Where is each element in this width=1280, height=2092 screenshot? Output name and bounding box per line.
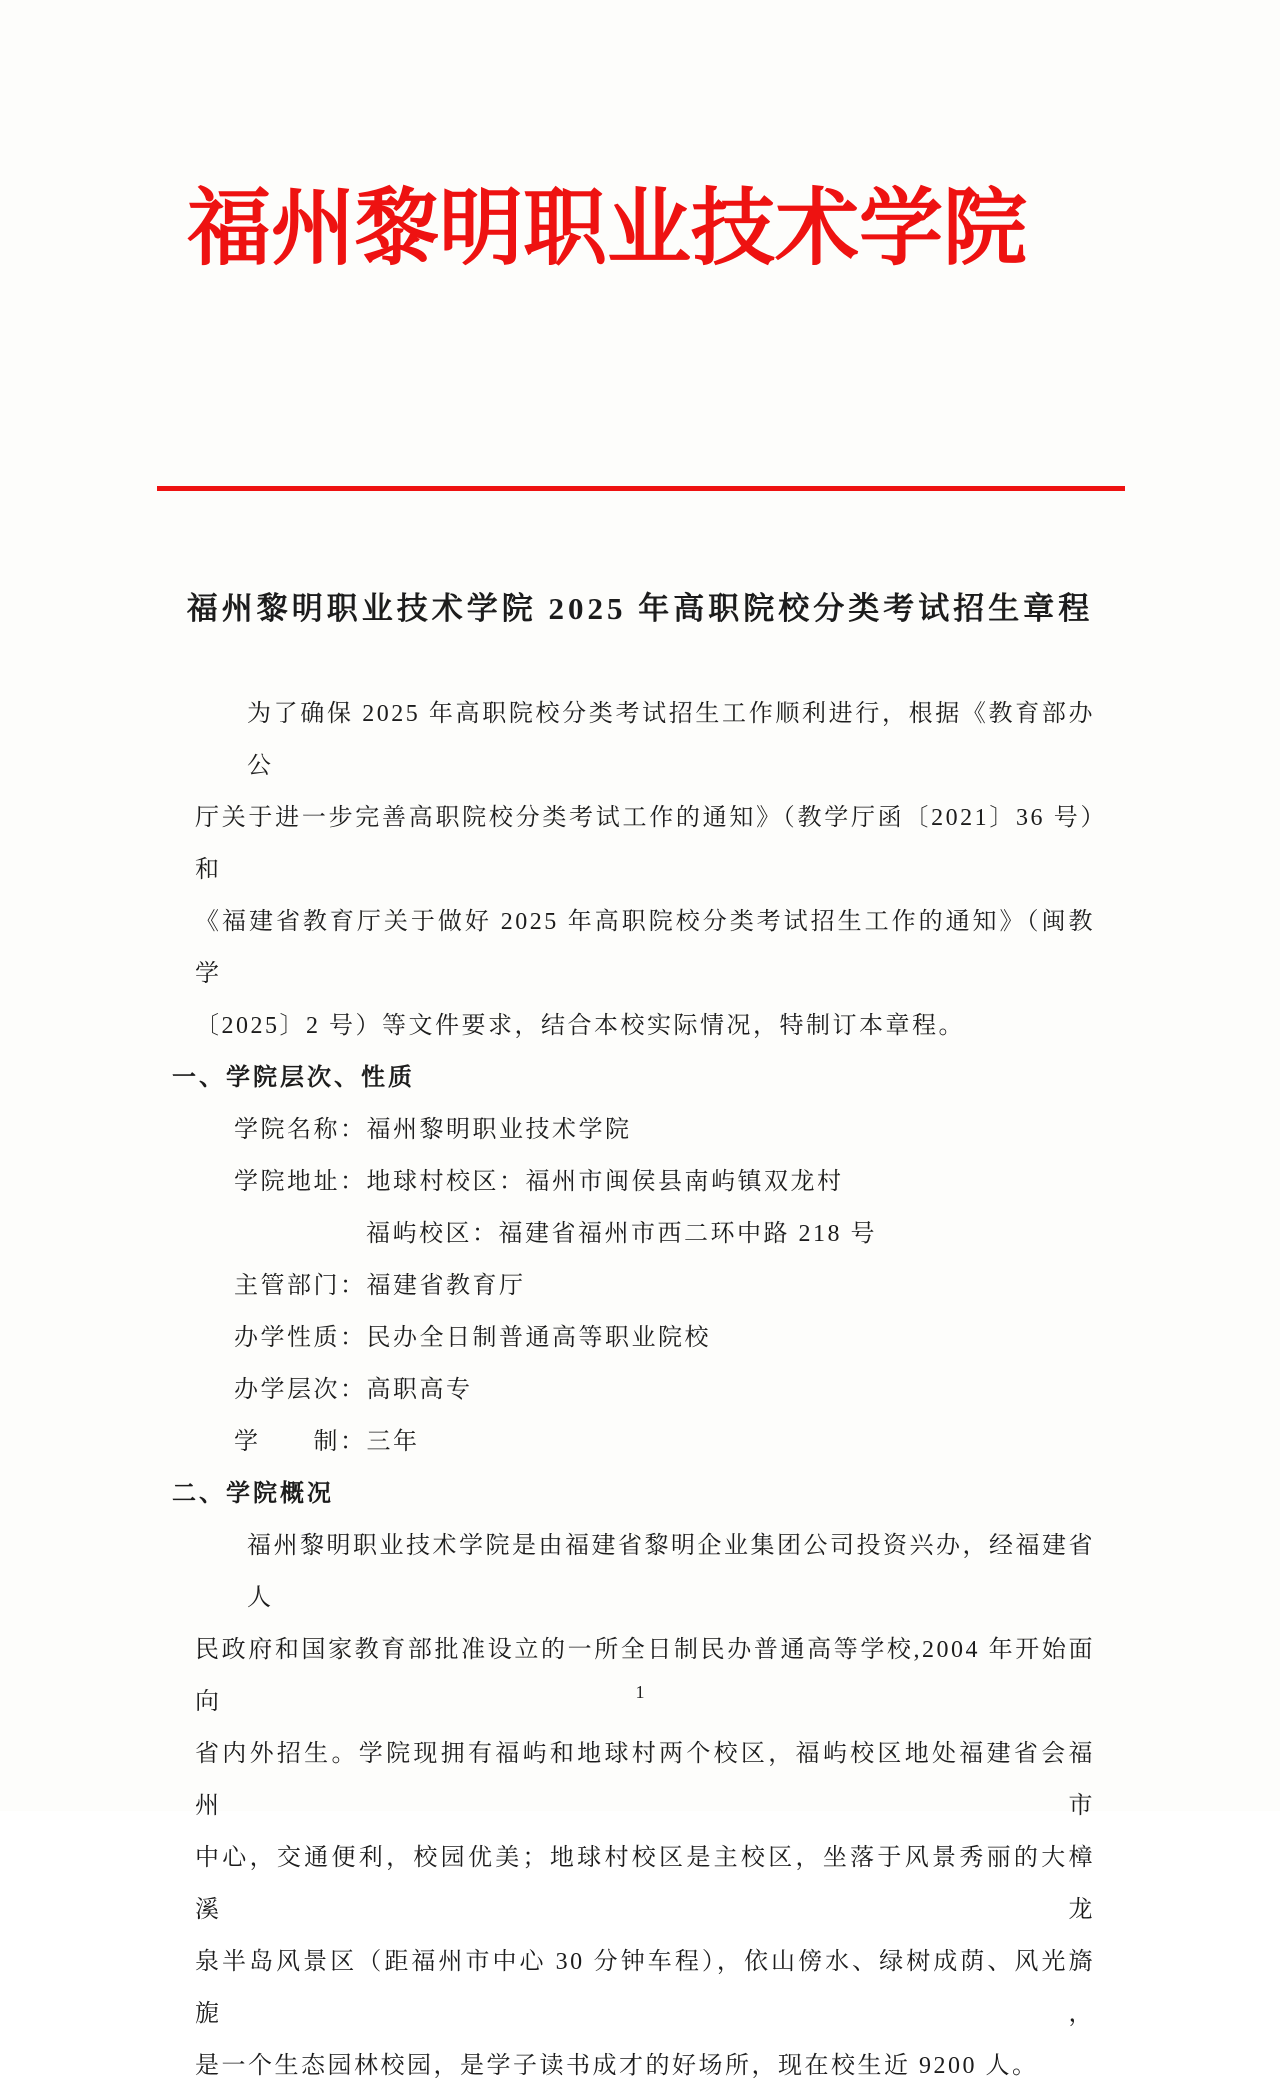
list-item-campus-address: 福屿校区：福建省福州市西二环中路 218 号 <box>366 1221 877 1247</box>
intro-paragraph-line: 厅关于进一步完善高职院校分类考试工作的通知》（教学厅函〔2021〕36 号）和 <box>195 805 1095 883</box>
list-item-college-address: 学院地址：地球村校区：福州市闽侯县南屿镇双龙村 <box>234 1169 844 1195</box>
list-item-school-nature: 办学性质：民办全日制普通高等职业院校 <box>234 1325 711 1351</box>
intro-paragraph-line: 《福建省教育厅关于做好 2025 年高职院校分类考试招生工作的通知》（闽教学 <box>195 909 1095 987</box>
overview-paragraph-line: 中心，交通便利，校园优美；地球村校区是主校区，坐落于风景秀丽的大樟溪龙 <box>195 1845 1095 1923</box>
school-banner-title: 福州黎明职业技术学院 <box>187 181 1028 275</box>
list-item-study-duration: 学 制：三年 <box>234 1429 420 1455</box>
overview-paragraph-line: 省内外招生。学院现拥有福屿和地球村两个校区，福屿校区地处福建省会福州市 <box>195 1741 1095 1819</box>
overview-paragraph-line: 福州黎明职业技术学院是由福建省黎明企业集团公司投资兴办，经福建省人 <box>247 1533 1095 1611</box>
page-number: 1 <box>635 1682 645 1702</box>
list-item-supervisor: 主管部门：福建省教育厅 <box>234 1273 526 1299</box>
overview-paragraph-line: 民政府和国家教育部批准设立的一所全日制民办普通高等学校,2004 年开始面向 <box>195 1637 1095 1715</box>
document-title: 福州黎明职业技术学院 2025 年高职院校分类考试招生章程 <box>186 591 1094 626</box>
section-heading-1: 一、学院层次、性质 <box>172 1065 415 1091</box>
red-divider-line <box>157 486 1125 491</box>
overview-paragraph-line: 是一个生态园林校园，是学子读书成才的好场所，现在校生近 9200 人。 <box>195 2053 1039 2079</box>
section-heading-2: 二、学院概况 <box>172 1481 334 1507</box>
overview-paragraph-line: 泉半岛风景区（距福州市中心 30 分钟车程），依山傍水、绿树成荫、风光旖旎， <box>195 1949 1095 2027</box>
list-item-school-level: 办学层次：高职高专 <box>234 1377 473 1403</box>
intro-paragraph-line: 〔2025〕2 号）等文件要求，结合本校实际情况，特制订本章程。 <box>195 1013 965 1039</box>
intro-paragraph-line: 为了确保 2025 年高职院校分类考试招生工作顺利进行，根据《教育部办公 <box>247 701 1095 779</box>
list-item-college-name: 学院名称：福州黎明职业技术学院 <box>234 1117 632 1143</box>
document-body <box>172 688 1095 2092</box>
